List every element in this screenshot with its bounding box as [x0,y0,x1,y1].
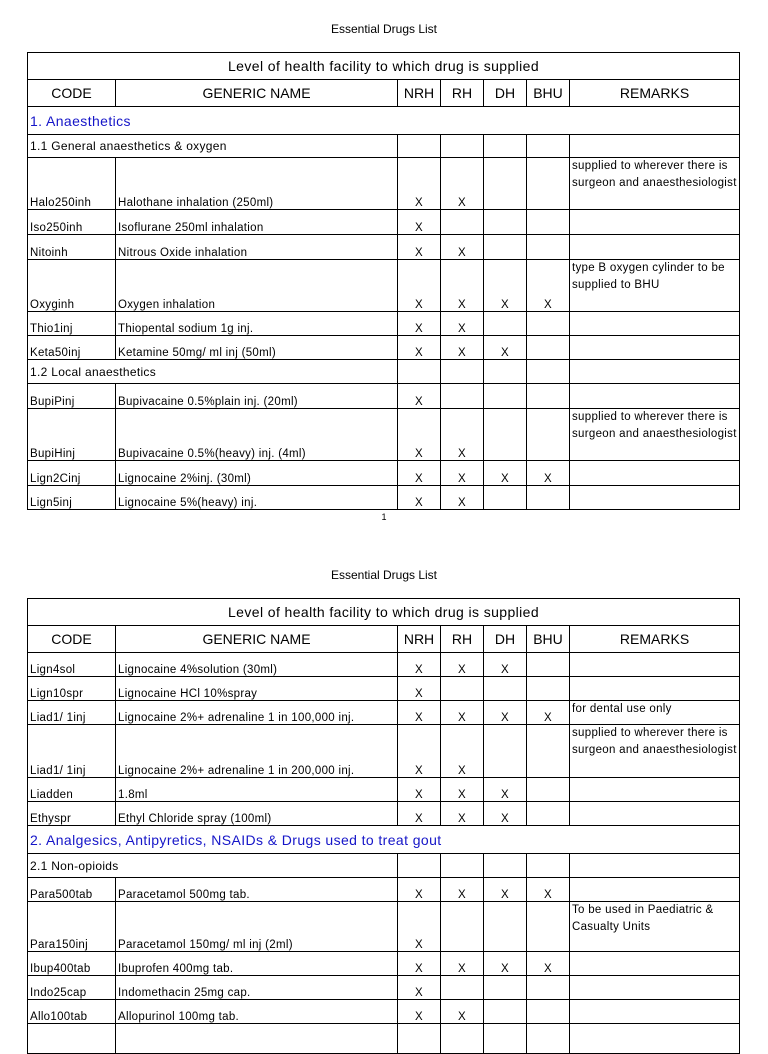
level-rh: X [441,312,484,336]
level-rh: X [441,486,484,510]
drug-code: Indo25cap [28,976,116,1000]
drug-code: Halo250inh [28,158,116,210]
drug-generic-name: Ibuprofen 400mg tab. [116,952,398,976]
level-bhu [527,778,570,802]
level-nrh: X [398,312,441,336]
level-bhu [527,725,570,778]
level-dh: X [484,653,527,677]
level-rh [441,902,484,952]
level-rh: X [441,802,484,826]
level-nrh: X [398,976,441,1000]
drug-generic-name: Lignocaine 2%+ adrenaline 1 in 200,000 inj. [116,725,398,778]
drug-code: Lign5inj [28,486,116,510]
drug-remarks [570,976,740,1000]
level-rh: X [441,701,484,725]
drug-code: Lign4sol [28,653,116,677]
drug-row [28,778,740,802]
header-rh: RH [441,80,484,107]
level-rh: X [441,260,484,312]
level-nrh: X [398,235,441,260]
drug-remarks: supplied to wherever there is surgeon and anaesthesiologist [570,409,740,461]
level-dh [484,902,527,952]
drug-generic-name: Allopurinol 100mg tab. [116,1000,398,1024]
drug-remarks [570,778,740,802]
level-dh: X [484,336,527,360]
drug-remarks [570,878,740,902]
drug-remarks [570,952,740,976]
drug-remarks [570,1000,740,1024]
drug-row [28,902,740,952]
level-bhu [527,653,570,677]
level-dh: X [484,778,527,802]
level-dh: X [484,802,527,826]
level-nrh: X [398,158,441,210]
subsection-heading: 1.1 General anaesthetics & oxygen [28,135,398,158]
drug-generic-name: Bupivacaine 0.5%plain inj. (20ml) [116,384,398,409]
drug-code: Ibup400tab [28,952,116,976]
drug-remarks: supplied to wherever there is surgeon and anaesthesiologist [570,158,740,210]
drug-generic-name: Nitrous Oxide inhalation [116,235,398,260]
page2-rows-2 [28,878,740,1024]
section-heading: 1. Anaesthetics [28,107,740,135]
table-banner: Level of health facility to which drug is supplied [28,599,740,626]
header-nrh: NRH [398,626,441,653]
level-rh: X [441,409,484,461]
level-nrh: X [398,210,441,235]
drug-remarks: supplied to wherever there is surgeon and anaesthesiologist [570,725,740,778]
drug-remarks [570,802,740,826]
page2-rows-1 [28,653,740,826]
level-nrh: X [398,1000,441,1024]
drug-row [28,952,740,976]
section-heading: 2. Analgesics, Antipyretics, NSAIDs & Drugs used to treat gout [28,826,740,854]
drug-code: Para150inj [28,902,116,952]
drug-code: Keta50inj [28,336,116,360]
level-nrh: X [398,952,441,976]
level-bhu [527,976,570,1000]
level-bhu [527,902,570,952]
level-nrh: X [398,677,441,701]
document-title: Essential Drugs List [330,568,438,582]
drug-row [28,677,740,701]
drug-generic-name: 1.8ml [116,778,398,802]
level-rh: X [441,461,484,486]
subsection-heading: 2.1 Non-opioids [28,854,398,878]
level-nrh: X [398,725,441,778]
level-dh [484,976,527,1000]
header-nrh: NRH [398,80,441,107]
level-bhu: X [527,260,570,312]
page-number: 1 [381,512,387,522]
drug-code: Lign10spr [28,677,116,701]
drug-generic-name: Paracetamol 500mg tab. [116,878,398,902]
drug-code: Liadden [28,778,116,802]
drug-generic-name: Lignocaine HCl 10%spray [116,677,398,701]
level-nrh: X [398,902,441,952]
level-nrh: X [398,336,441,360]
level-dh: X [484,701,527,725]
drug-row [28,802,740,826]
drug-generic-name: Halothane inhalation (250ml) [116,158,398,210]
level-nrh: X [398,701,441,725]
drug-code: Ethyspr [28,802,116,826]
drug-code: Allo100tab [28,1000,116,1024]
level-rh [441,976,484,1000]
level-rh: X [441,878,484,902]
level-bhu: X [527,878,570,902]
drug-row [28,1000,740,1024]
level-rh [441,677,484,701]
level-bhu: X [527,461,570,486]
header-bhu: BHU [527,626,570,653]
level-dh: X [484,260,527,312]
header-dh: DH [484,626,527,653]
drug-generic-name: Thiopental sodium 1g inj. [116,312,398,336]
level-bhu [527,677,570,701]
subsection-heading: 1.2 Local anaesthetics [28,360,398,384]
level-nrh: X [398,260,441,312]
level-rh: X [441,952,484,976]
drug-code: BupiHinj [28,409,116,461]
drug-remarks: To be used in Paediatric & Casualty Units [570,902,740,952]
header-remarks: REMARKS [570,80,740,107]
drug-code: Lign2Cinj [28,461,116,486]
drug-generic-name: Lignocaine 2%+ adrenaline 1 in 100,000 inj. [116,701,398,725]
header-generic-name: GENERIC NAME [116,80,398,107]
drug-generic-name: Lignocaine 2%inj. (30ml) [116,461,398,486]
drug-generic-name: Oxygen inhalation [116,260,398,312]
level-nrh: X [398,778,441,802]
level-rh: X [441,1000,484,1024]
drug-code: Iso250inh [28,210,116,235]
level-bhu [527,1000,570,1024]
level-nrh: X [398,409,441,461]
header-remarks: REMARKS [570,626,740,653]
document-title: Essential Drugs List [330,22,438,36]
header-dh: DH [484,80,527,107]
level-nrh: X [398,486,441,510]
header-code: CODE [28,626,116,653]
drug-row [28,653,740,677]
header-rh: RH [441,626,484,653]
drug-code: Thio1inj [28,312,116,336]
level-bhu: X [527,952,570,976]
drug-code: Oxyginh [28,260,116,312]
drug-generic-name: Ketamine 50mg/ ml inj (50ml) [116,336,398,360]
drug-code: Liad1/ 1inj [28,701,116,725]
drug-generic-name: Bupivacaine 0.5%(heavy) inj. (4ml) [116,409,398,461]
level-nrh: X [398,384,441,409]
level-rh: X [441,336,484,360]
level-bhu [527,802,570,826]
header-code: CODE [28,80,116,107]
drug-generic-name: Lignocaine 4%solution (30ml) [116,653,398,677]
level-nrh: X [398,878,441,902]
drug-remarks: for dental use only [570,701,740,725]
drug-generic-name: Lignocaine 5%(heavy) inj. [116,486,398,510]
drug-generic-name: Isoflurane 250ml inhalation [116,210,398,235]
header-generic-name: GENERIC NAME [116,626,398,653]
level-nrh: X [398,461,441,486]
drug-row [28,878,740,902]
drug-generic-name: Paracetamol 150mg/ ml inj (2ml) [116,902,398,952]
drug-code: BupiPinj [28,384,116,409]
drug-code: Liad1/ 1inj [28,725,116,778]
level-dh [484,725,527,778]
drug-generic-name: Ethyl Chloride spray (100ml) [116,802,398,826]
drug-code: Nitoinh [28,235,116,260]
header-bhu: BHU [527,80,570,107]
drug-remarks [570,653,740,677]
level-dh: X [484,461,527,486]
drug-row [28,725,740,778]
level-rh: X [441,778,484,802]
level-dh: X [484,952,527,976]
level-rh: X [441,725,484,778]
level-rh: X [441,653,484,677]
level-dh: X [484,878,527,902]
drugs-table-page-2 [27,598,740,1054]
drug-remarks: type B oxygen cylinder to be supplied to BHU [570,260,740,312]
level-nrh: X [398,653,441,677]
drug-row [28,701,740,725]
level-rh: X [441,235,484,260]
table-banner: Level of health facility to which drug is supplied [28,53,740,80]
drug-row [28,976,740,1000]
level-dh [484,677,527,701]
level-rh: X [441,158,484,210]
level-dh [484,1000,527,1024]
level-bhu: X [527,701,570,725]
drug-generic-name: Indomethacin 25mg cap. [116,976,398,1000]
level-nrh: X [398,802,441,826]
drug-code: Para500tab [28,878,116,902]
drug-remarks [570,677,740,701]
